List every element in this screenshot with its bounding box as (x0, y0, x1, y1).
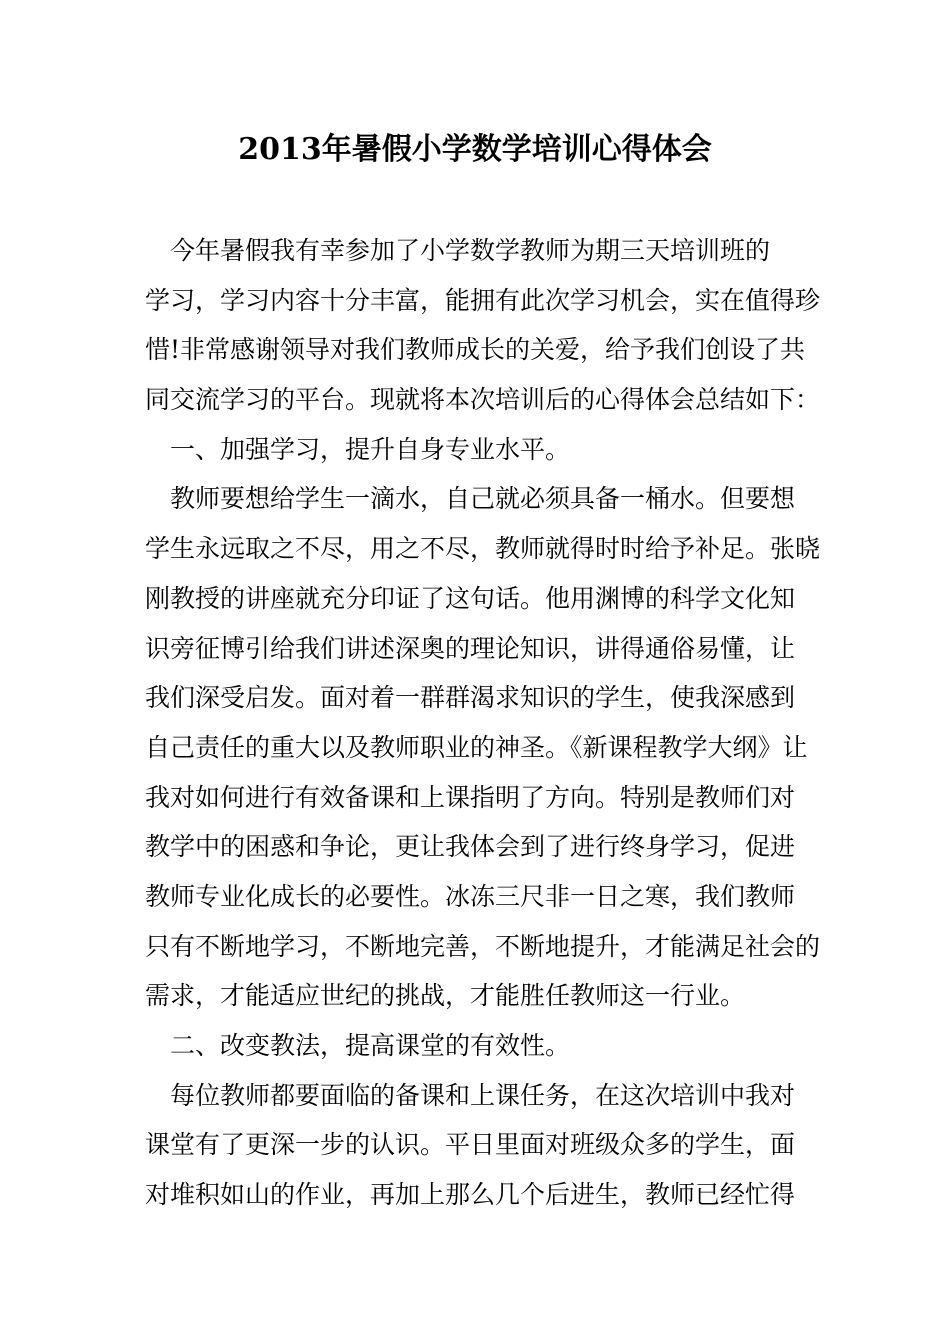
text-line: 学生永远取之不尽，用之不尽，教师就得时时给予补足。张晓 (145, 534, 821, 564)
text-line: 需求，才能适应世纪的挑战，才能胜任教师这一行业。 (145, 981, 746, 1011)
text-line: 同交流学习的平台。现就将本次培训后的心得体会总结如下： (145, 385, 821, 415)
text-line: 只有不断地学习，不断地完善，不断地提升，才能满足社会的 (145, 931, 821, 961)
text-line: 教学中的困惑和争论，更让我体会到了进行终身学习，促进 (145, 832, 796, 862)
text-line: 惜!非常感谢领导对我们教师成长的关爱，给予我们创设了共 (145, 335, 806, 365)
text-line: 我对如何进行有效备课和上课指明了方向。特别是教师们对 (145, 782, 796, 812)
text-line: 每位教师都要面临的备课和上课任务，在这次培训中我对 (145, 1080, 796, 1110)
text-line: 对堆积如山的作业，再加上那么几个后进生，教师已经忙得 (145, 1180, 796, 1210)
text-line: 教师专业化成长的必要性。冰冻三尺非一日之寒，我们教师 (145, 881, 796, 911)
text-line: 教师要想给学生一滴水，自己就必须具备一桶水。但要想 (145, 484, 796, 514)
section-heading: 二、改变教法，提高课堂的有效性。 (145, 1031, 571, 1060)
section-heading: 一、加强学习，提升自身专业水平。 (145, 434, 571, 464)
document-title: 2013年暑假小学数学培训心得体会 (238, 132, 712, 167)
text-line: 自己责任的重大以及教师职业的神圣。《新课程教学大纲》让 (145, 732, 808, 762)
text-line: 识旁征博引给我们讲述深奥的理论知识，讲得通俗易懂，让 (145, 633, 796, 663)
text-line: 我们深受启发。面对着一群群渴求知识的学生，使我深感到 (145, 683, 796, 713)
text-line: 刚教授的讲座就充分印证了这句话。他用渊博的科学文化知 (145, 583, 796, 613)
text-line: 课堂有了更深一步的认识。平日里面对班级众多的学生，面 (145, 1130, 796, 1160)
text-line: 今年暑假我有幸参加了小学数学教师为期三天培训班的 (145, 236, 771, 265)
document-body (145, 226, 821, 1220)
text-line: 学习，学习内容十分丰富，能拥有此次学习机会，实在值得珍 (145, 285, 821, 315)
